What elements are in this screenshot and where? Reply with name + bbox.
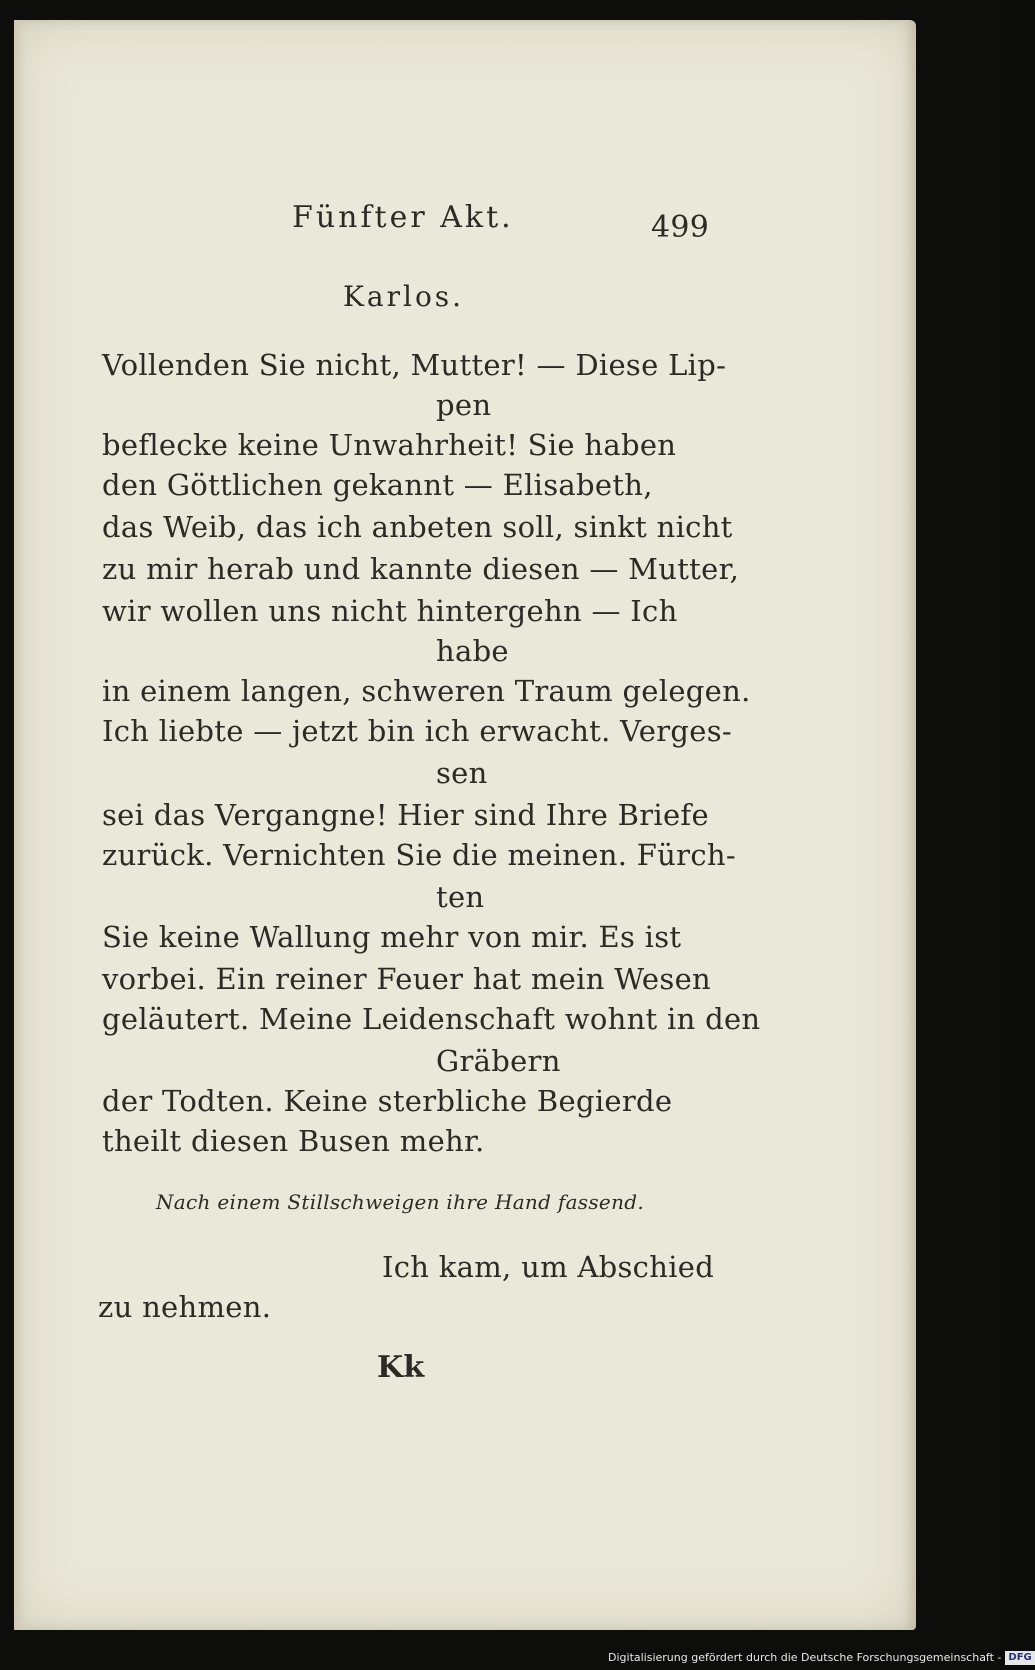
text-line: geläutert. Meine Leidenschaft wohnt in den bbox=[102, 1002, 761, 1036]
text-line: Vollenden Sie nicht, Mutter! — Diese Lip- bbox=[102, 348, 727, 382]
text-line: vorbei. Ein reiner Feuer hat mein Wesen bbox=[102, 962, 712, 996]
text-line: wir wollen uns nicht hintergehn — Ich bbox=[102, 594, 678, 628]
text-line: zurück. Vernichten Sie die meinen. Fürch- bbox=[102, 838, 736, 872]
text-line: theilt diesen Busen mehr. bbox=[102, 1124, 485, 1158]
text-line: Gräbern bbox=[436, 1044, 561, 1078]
credit-text: Digitalisierung gefördert durch die Deutsche Forschungsgemeinschaft - bbox=[608, 1651, 1002, 1664]
signature-mark: Kk bbox=[377, 1350, 425, 1385]
page-gutter-shade bbox=[14, 20, 26, 1630]
text-line: ten bbox=[436, 880, 485, 914]
text-line: habe bbox=[436, 634, 509, 668]
text-line: pen bbox=[436, 388, 492, 422]
text-line: den Göttlichen gekannt — Elisabeth, bbox=[102, 468, 653, 502]
closing-line: Ich kam, um Abschied bbox=[382, 1250, 715, 1284]
text-line: sen bbox=[436, 756, 488, 790]
text-line: das Weib, das ich anbeten soll, sinkt nicht bbox=[102, 510, 733, 544]
text-line: der Todten. Keine sterbliche Begierde bbox=[102, 1084, 673, 1118]
text-line: Ich liebte — jetzt bin ich erwacht. Verges- bbox=[102, 714, 732, 748]
running-title: Fünfter Akt. bbox=[292, 200, 514, 235]
speaker-name: Karlos. bbox=[343, 280, 465, 313]
stage-direction: Nach einem Stillschweigen ihre Hand fassend. bbox=[156, 1190, 645, 1214]
digitization-credit bbox=[608, 1649, 1035, 1667]
text-line: Sie keine Wallung mehr von mir. Es ist bbox=[102, 920, 682, 954]
text-line: sei das Vergangne! Hier sind Ihre Briefe bbox=[102, 798, 709, 832]
text-line: beflecke keine Unwahrheit! Sie haben bbox=[102, 428, 677, 462]
text-line: in einem langen, schweren Traum gelegen. bbox=[102, 674, 751, 708]
text-line: zu mir herab und kannte diesen — Mutter, bbox=[102, 552, 740, 586]
closing-line: zu nehmen. bbox=[98, 1290, 272, 1324]
page-number: 499 bbox=[651, 210, 710, 245]
dfg-logo: DFG bbox=[1005, 1651, 1034, 1665]
